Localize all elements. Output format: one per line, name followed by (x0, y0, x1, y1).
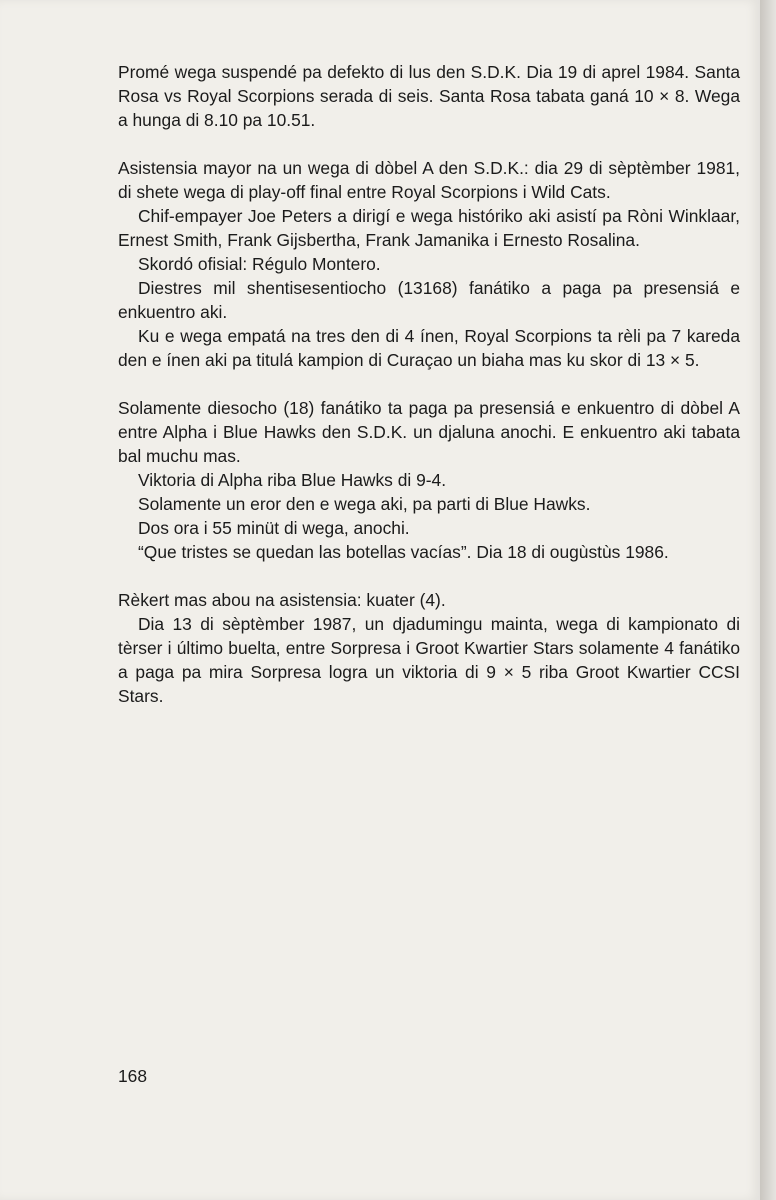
page-edge (760, 0, 776, 1200)
paragraph: Dos ora i 55 minüt di wega, anochi. (138, 518, 410, 538)
page-number: 168 (118, 1066, 148, 1086)
paragraph: Skordó ofisial: Régulo Montero. (138, 254, 381, 274)
paragraph: “Que tristes se quedan las botellas vacías”. Dia 18 di ougùstùs 1986. (138, 542, 669, 562)
paragraph: Solamente diesocho (18) fanátiko ta paga pa presensiá e enkuentro di dòbel A entre Alpha i Blue Hawks den S.D.K. un djaluna anochi. E enkuentro aki tabata bal muchu mas. (118, 398, 740, 466)
paragraph: Promé wega suspendé pa defekto di lus den S.D.K. Dia 19 di aprel 1984. Santa Rosa vs Royal Scorpions serada di seis. Santa Rosa tabata ganá 10 × 8. Wega a hunga di 8.10 pa 10.51. (118, 62, 740, 130)
body-text (118, 60, 740, 708)
paragraph: Diestres mil shentisesentiocho (13168) fanátiko a paga pa presensiá e enkuentro aki. (118, 278, 740, 322)
paragraph: Dia 13 di sèptèmber 1987, un djadumingu mainta, wega di kampionato di tèrser i último buelta, entre Sorpresa i Groot Kwartier Stars solamente 4 fanátiko a paga pa mira Sorpresa logra un viktoria di 9 × 5 riba Groot Kwartier CCSI Stars. (118, 614, 740, 706)
paragraph: Chif-empayer Joe Peters a dirigí e wega históriko aki asistí pa Ròni Winklaar, Ernest Smith, Frank Gijsbertha, Frank Jamanika i Ernesto Rosalina. (118, 206, 740, 250)
paragraph: Viktoria di Alpha riba Blue Hawks di 9-4. (138, 470, 447, 490)
paragraph: Asistensia mayor na un wega di dòbel A den S.D.K.: dia 29 di sèptèmber 1981, di shete wega di play-off final entre Royal Scorpions i Wild Cats. (118, 158, 740, 202)
paragraph: Solamente un eror den e wega aki, pa parti di Blue Hawks. (138, 494, 591, 514)
paragraph: Ku e wega empatá na tres den di 4 ínen, Royal Scorpions ta rèli pa 7 kareda den e ínen aki pa titulá kampion di Curaçao un biaha mas ku skor di 13 × 5. (118, 326, 740, 370)
paragraph: Rèkert mas abou na asistensia: kuater (4). (118, 590, 446, 610)
